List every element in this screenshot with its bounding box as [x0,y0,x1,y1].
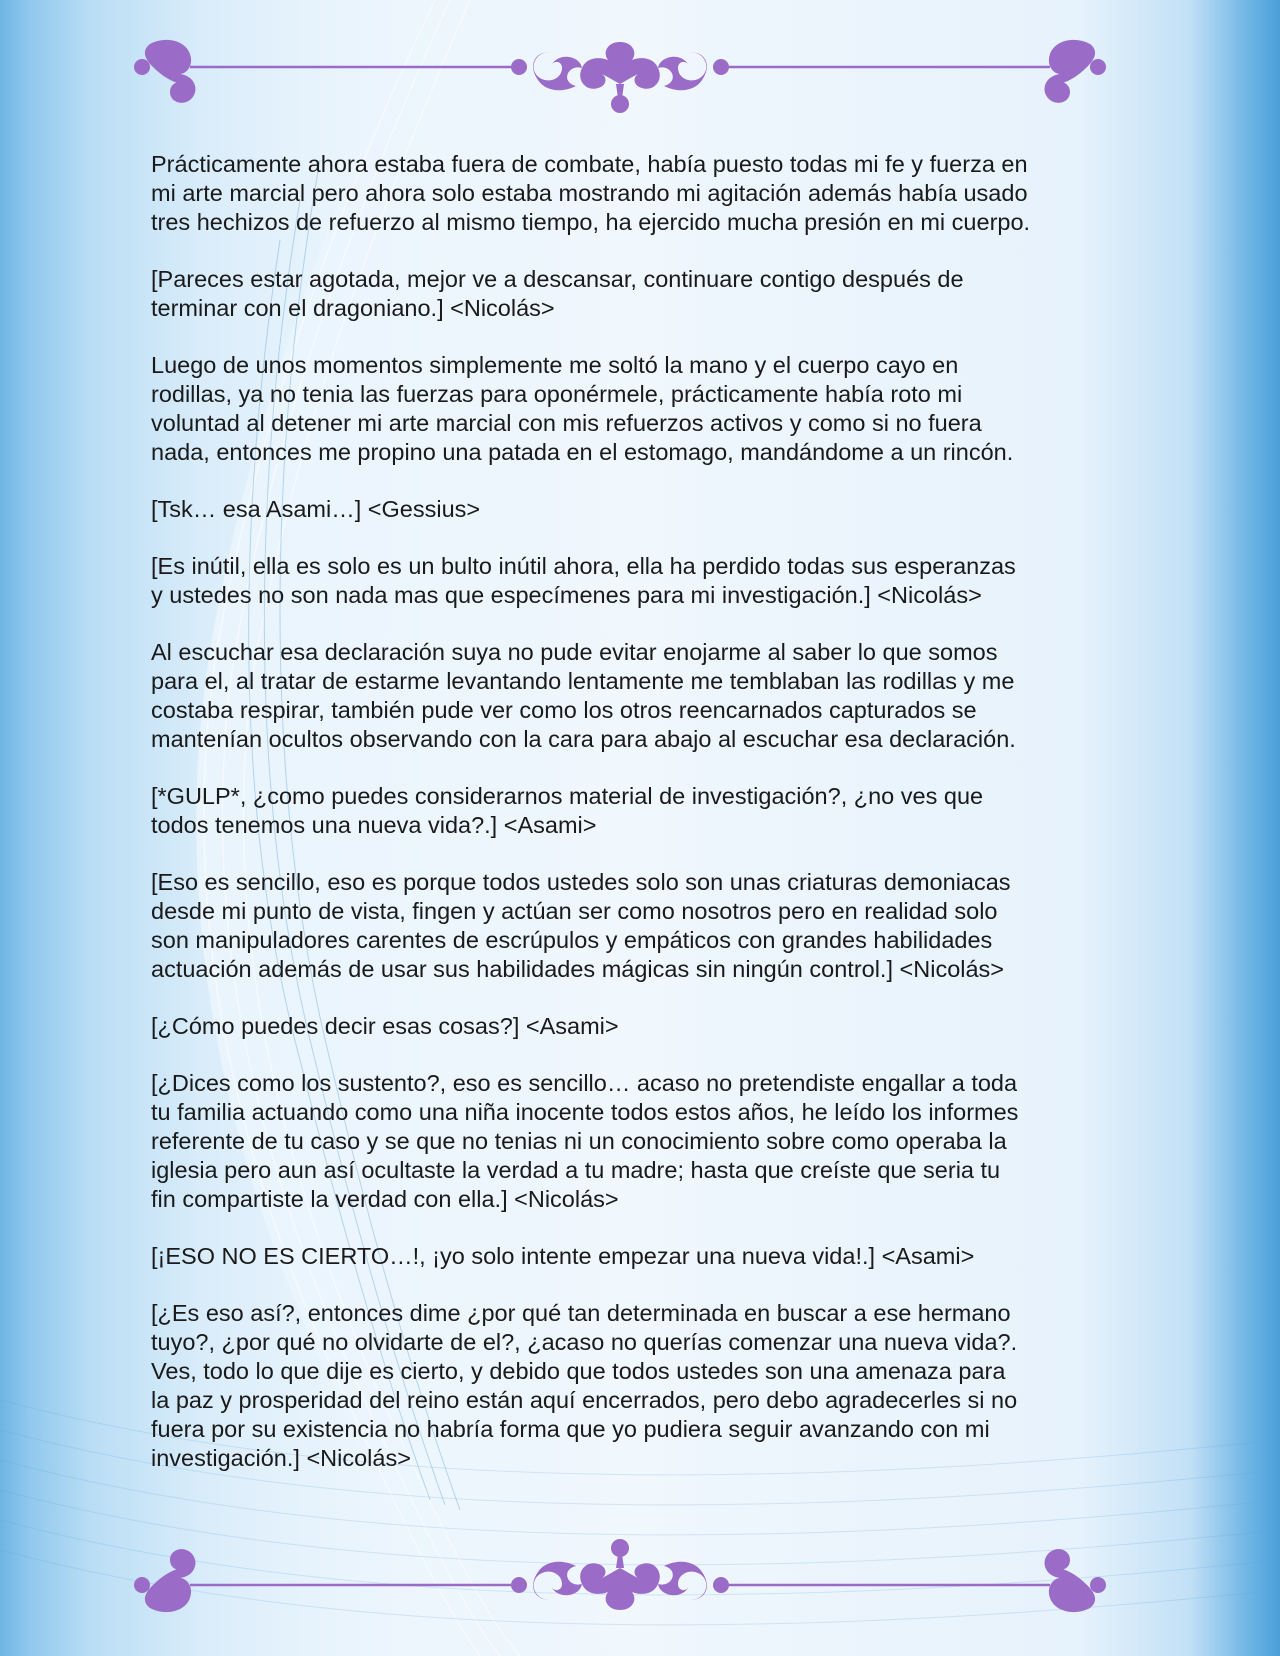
paragraph: Luego de unos momentos simplemente me soltó la mano y el cuerpo cayo en rodillas, ya no tenia las fuerzas para oponérmele, prácticamente había roto mi voluntad al detener mi arte marcial con mis refuerzos activos y como si no fuera nada, entonces me propino una patada en el estomago, mandándome a un rincón. [151,352,1014,465]
paragraph: [Pareces estar agotada, mejor ve a descansar, continuare contigo después de terminar con el dragoniano.] <Nicolás> [151,266,964,321]
paragraph: [Es inútil, ella es solo es un bulto inútil ahora, ella ha perdido todas sus esperanzas y ustedes no son nada mas que especímenes para mi investigación.] <Nicolás> [151,553,1016,608]
paragraph: [¿Dices como los sustento?, eso es sencillo… acaso no pretendiste engallar a toda tu familia actuando como una niña inocente todos estos años, he leído los informes referente de tu caso y se que no tenias ni un conocimiento sobre como operaba la iglesia pero aun así ocultaste la verdad a tu madre; hasta que creíste que seria tu fin compartiste la verdad con ella.] <Nicolás> [151,1070,1019,1212]
paragraph: [Tsk… esa Asami…] <Gessius> [151,496,481,522]
paragraph: [¡ESO NO ES CIERTO…!, ¡yo solo intente empezar una nueva vida!.] <Asami> [151,1243,975,1269]
bottom-ornament-icon [130,1530,1110,1630]
paragraph: [¿Cómo puedes decir esas cosas?] <Asami> [151,1013,619,1039]
paragraph: [*GULP*, ¿como puedes considerarnos material de investigación?, ¿no ves que todos tenemos una nueva vida?.] <Asami> [151,783,984,838]
document-body [151,150,1101,1501]
paragraph: [¿Es eso así?, entonces dime ¿por qué tan determinada en buscar a ese hermano tuyo?, ¿por qué no olvidarte de el?, ¿acaso no querías comenzar una nueva vida?. Ves, todo lo que dije es cierto, y debido que todos ustedes son una amenaza para la paz y prosperidad del reino están aquí encerrados, pero debo agradecerles si no fuera por su existencia no habría forma que yo pudiera seguir avanzando con mi investigación.] <Nicolás> [151,1300,1018,1471]
paragraph: Prácticamente ahora estaba fuera de combate, había puesto todas mi fe y fuerza en mi arte marcial pero ahora solo estaba mostrando mi agitación además había usado tres hechizos de refuerzo al mismo tiempo, ha ejercido mucha presión en mi cuerpo. [151,151,1031,235]
top-ornament-icon [130,22,1110,122]
paragraph: [Eso es sencillo, eso es porque todos ustedes solo son unas criaturas demoniacas desde mi punto de vista, fingen y actúan ser como nosotros pero en realidad solo son manipuladores carentes de escrúpulos y empáticos con grandes habilidades actuación además de usar sus habilidades mágicas sin ningún control.] <Nicolás> [151,869,1011,982]
paragraph: Al escuchar esa declaración suya no pude evitar enojarme al saber lo que somos para el, al tratar de estarme levantando lentamente me temblaban las rodillas y me costaba respirar, también pude ver como los otros reencarnados capturados se mantenían ocultos observando con la cara para abajo al escuchar esa declaración. [151,639,1016,752]
